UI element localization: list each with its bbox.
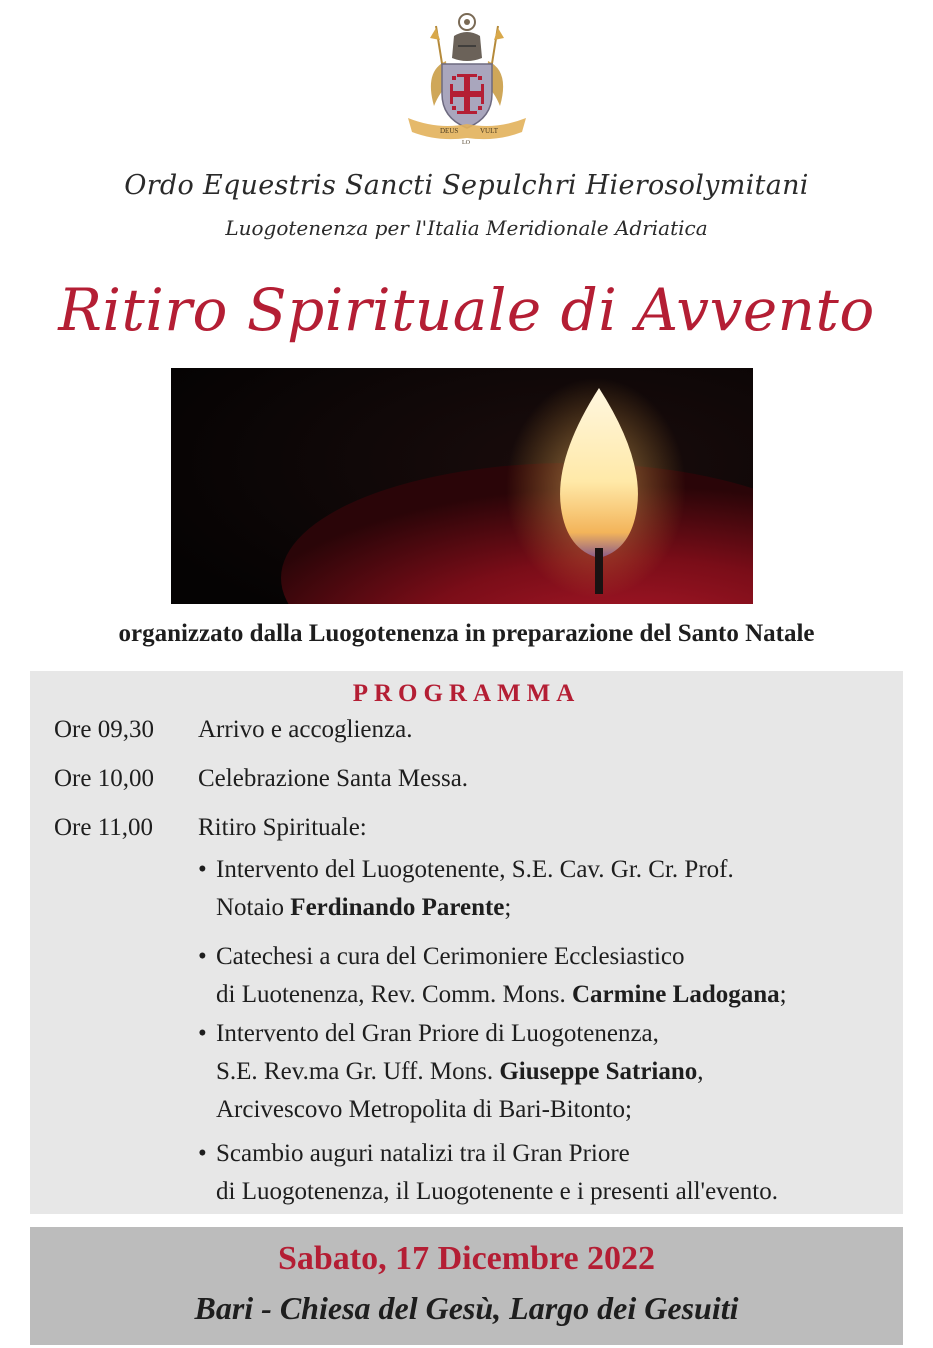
schedule-time: Ore 10,00 bbox=[54, 765, 154, 792]
jerusalem-cross-icon bbox=[450, 74, 484, 114]
event-tagline: organizzato dalla Luogotenenza in preparazione del Santo Natale bbox=[118, 620, 815, 647]
programme-bullet-item bbox=[198, 938, 787, 1014]
helmet-icon bbox=[452, 32, 482, 61]
svg-text:LO: LO bbox=[462, 140, 470, 146]
programme-bullet-item bbox=[198, 1015, 704, 1129]
bullet-line: di Luotenenza, Rev. Comm. Mons. Carmine Ladogana; bbox=[216, 981, 787, 1008]
schedule-label: Arrivo e accoglienza. bbox=[198, 716, 413, 743]
programme-bullet-item bbox=[198, 851, 734, 927]
bullet-line: di Luogotenenza, il Luogotenente e i presenti all'evento. bbox=[216, 1178, 778, 1205]
event-date: Sabato, 17 Dicembre 2022 bbox=[277, 1240, 656, 1277]
bullet-line: Intervento del Luogotenente, S.E. Cav. Gr. Cr. Prof. bbox=[216, 856, 734, 883]
bullet-line: Intervento del Gran Priore di Luogotenenza, bbox=[216, 1020, 659, 1047]
bullet-line: Notaio Ferdinando Parente; bbox=[216, 894, 512, 921]
bullet-icon: • bbox=[198, 856, 207, 883]
schedule-label: Ritiro Spirituale: bbox=[198, 814, 367, 841]
shield-icon bbox=[442, 64, 492, 128]
bullet-icon: • bbox=[198, 1020, 207, 1047]
crown-icon bbox=[459, 14, 475, 30]
bullet-line: Scambio auguri natalizi tra il Gran Priore bbox=[216, 1140, 630, 1167]
candle-flame-image bbox=[171, 368, 753, 604]
bullet-line: Catechesi a cura del Cerimoniere Ecclesiastico bbox=[216, 943, 685, 970]
svg-text:DEUS: DEUS bbox=[440, 127, 459, 135]
bullet-icon: • bbox=[198, 943, 207, 970]
schedule-time: Ore 09,30 bbox=[54, 716, 154, 743]
schedule-time: Ore 11,00 bbox=[54, 814, 154, 841]
schedule-label: Celebrazione Santa Messa. bbox=[198, 765, 469, 792]
bullet-line: S.E. Rev.ma Gr. Uff. Mons. Giuseppe Satriano, bbox=[216, 1058, 704, 1085]
bullet-line: Arcivescovo Metropolita di Bari-Bitonto; bbox=[216, 1096, 632, 1123]
order-subtitle: Luogotenenza per l'Italia Meridionale Adriatica bbox=[225, 216, 708, 240]
coat-of-arms-logo bbox=[396, 6, 538, 152]
svg-text:VULT: VULT bbox=[480, 127, 499, 135]
programme-heading: PROGRAMMA bbox=[352, 680, 581, 707]
event-location: Bari - Chiesa del Gesù, Largo dei Gesuiti bbox=[194, 1290, 739, 1326]
bullet-icon: • bbox=[198, 1140, 207, 1167]
order-title: Ordo Equestris Sancti Sepulchri Hierosolymitani bbox=[124, 170, 809, 201]
page-title: Ritiro Spirituale di Avvento bbox=[58, 276, 875, 344]
programme-bullet-item bbox=[198, 1135, 778, 1211]
